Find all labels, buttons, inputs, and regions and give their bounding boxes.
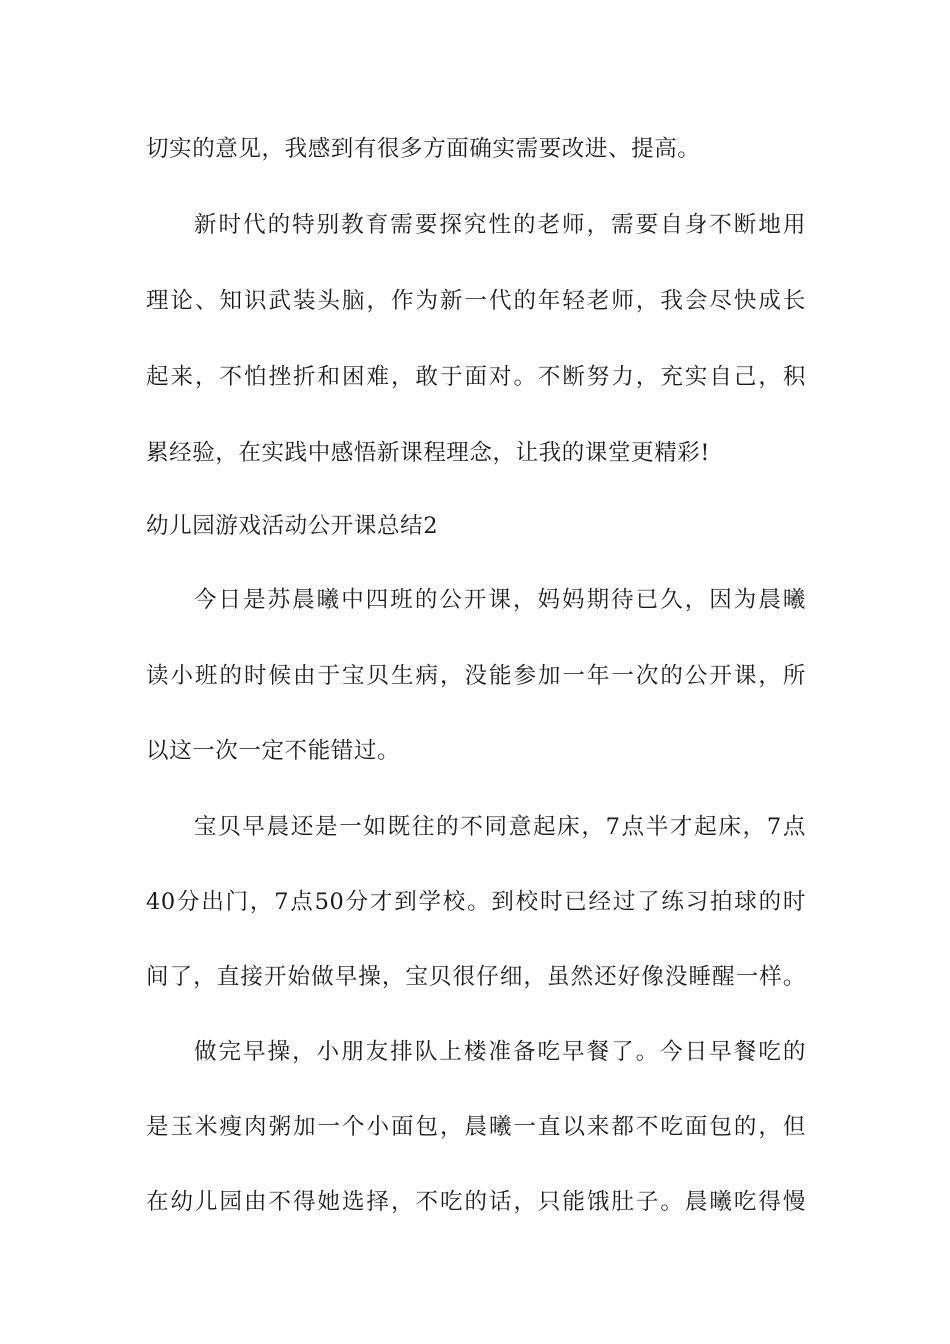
paragraph-line: 起来，不怕挫折和困难，敢于面对。不断努力，充实自己，积 xyxy=(146,364,806,390)
paragraph-line: 今日是苏晨曦中四班的公开课，妈妈期待已久，因为晨曦 xyxy=(194,587,806,613)
paragraph-line: 做完早操，小朋友排队上楼准备吃早餐了。今日早餐吃的 xyxy=(194,1039,806,1065)
paragraph-line: 在幼儿园由不得她选择，不吃的话，只能饿肚子。晨曦吃得慢 xyxy=(146,1189,806,1215)
paragraph-line: 累经验，在实践中感悟新课程理念，让我的课堂更精彩! xyxy=(146,440,711,466)
paragraph-line: 宝贝早晨还是一如既往的不同意起床，7点半才起床，7点 xyxy=(194,814,806,840)
paragraph-line: 40分出门，7点50分才到学校。到校时已经过了练习拍球的时 xyxy=(146,889,806,915)
paragraph-line: 新时代的特别教育需要探究性的老师，需要自身不断地用 xyxy=(194,212,806,238)
paragraph-line: 以这一次一定不能错过。 xyxy=(146,738,401,764)
paragraph-line: 理论、知识武装头脑，作为新一代的年轻老师，我会尽快成长 xyxy=(146,288,806,314)
paragraph-line: 切实的意见，我感到有很多方面确实需要改进、提高。 xyxy=(146,136,701,162)
section-heading: 幼儿园游戏活动公开课总结2 xyxy=(146,513,439,539)
paragraph-line: 读小班的时候由于宝贝生病，没能参加一年一次的公开课，所 xyxy=(146,663,806,689)
paragraph-line: 间了，直接开始做早操，宝贝很仔细，虽然还好像没睡醒一样。 xyxy=(146,964,806,990)
paragraph-line: 是玉米瘦肉粥加一个小面包，晨曦一直以来都不吃面包的，但 xyxy=(146,1114,806,1140)
